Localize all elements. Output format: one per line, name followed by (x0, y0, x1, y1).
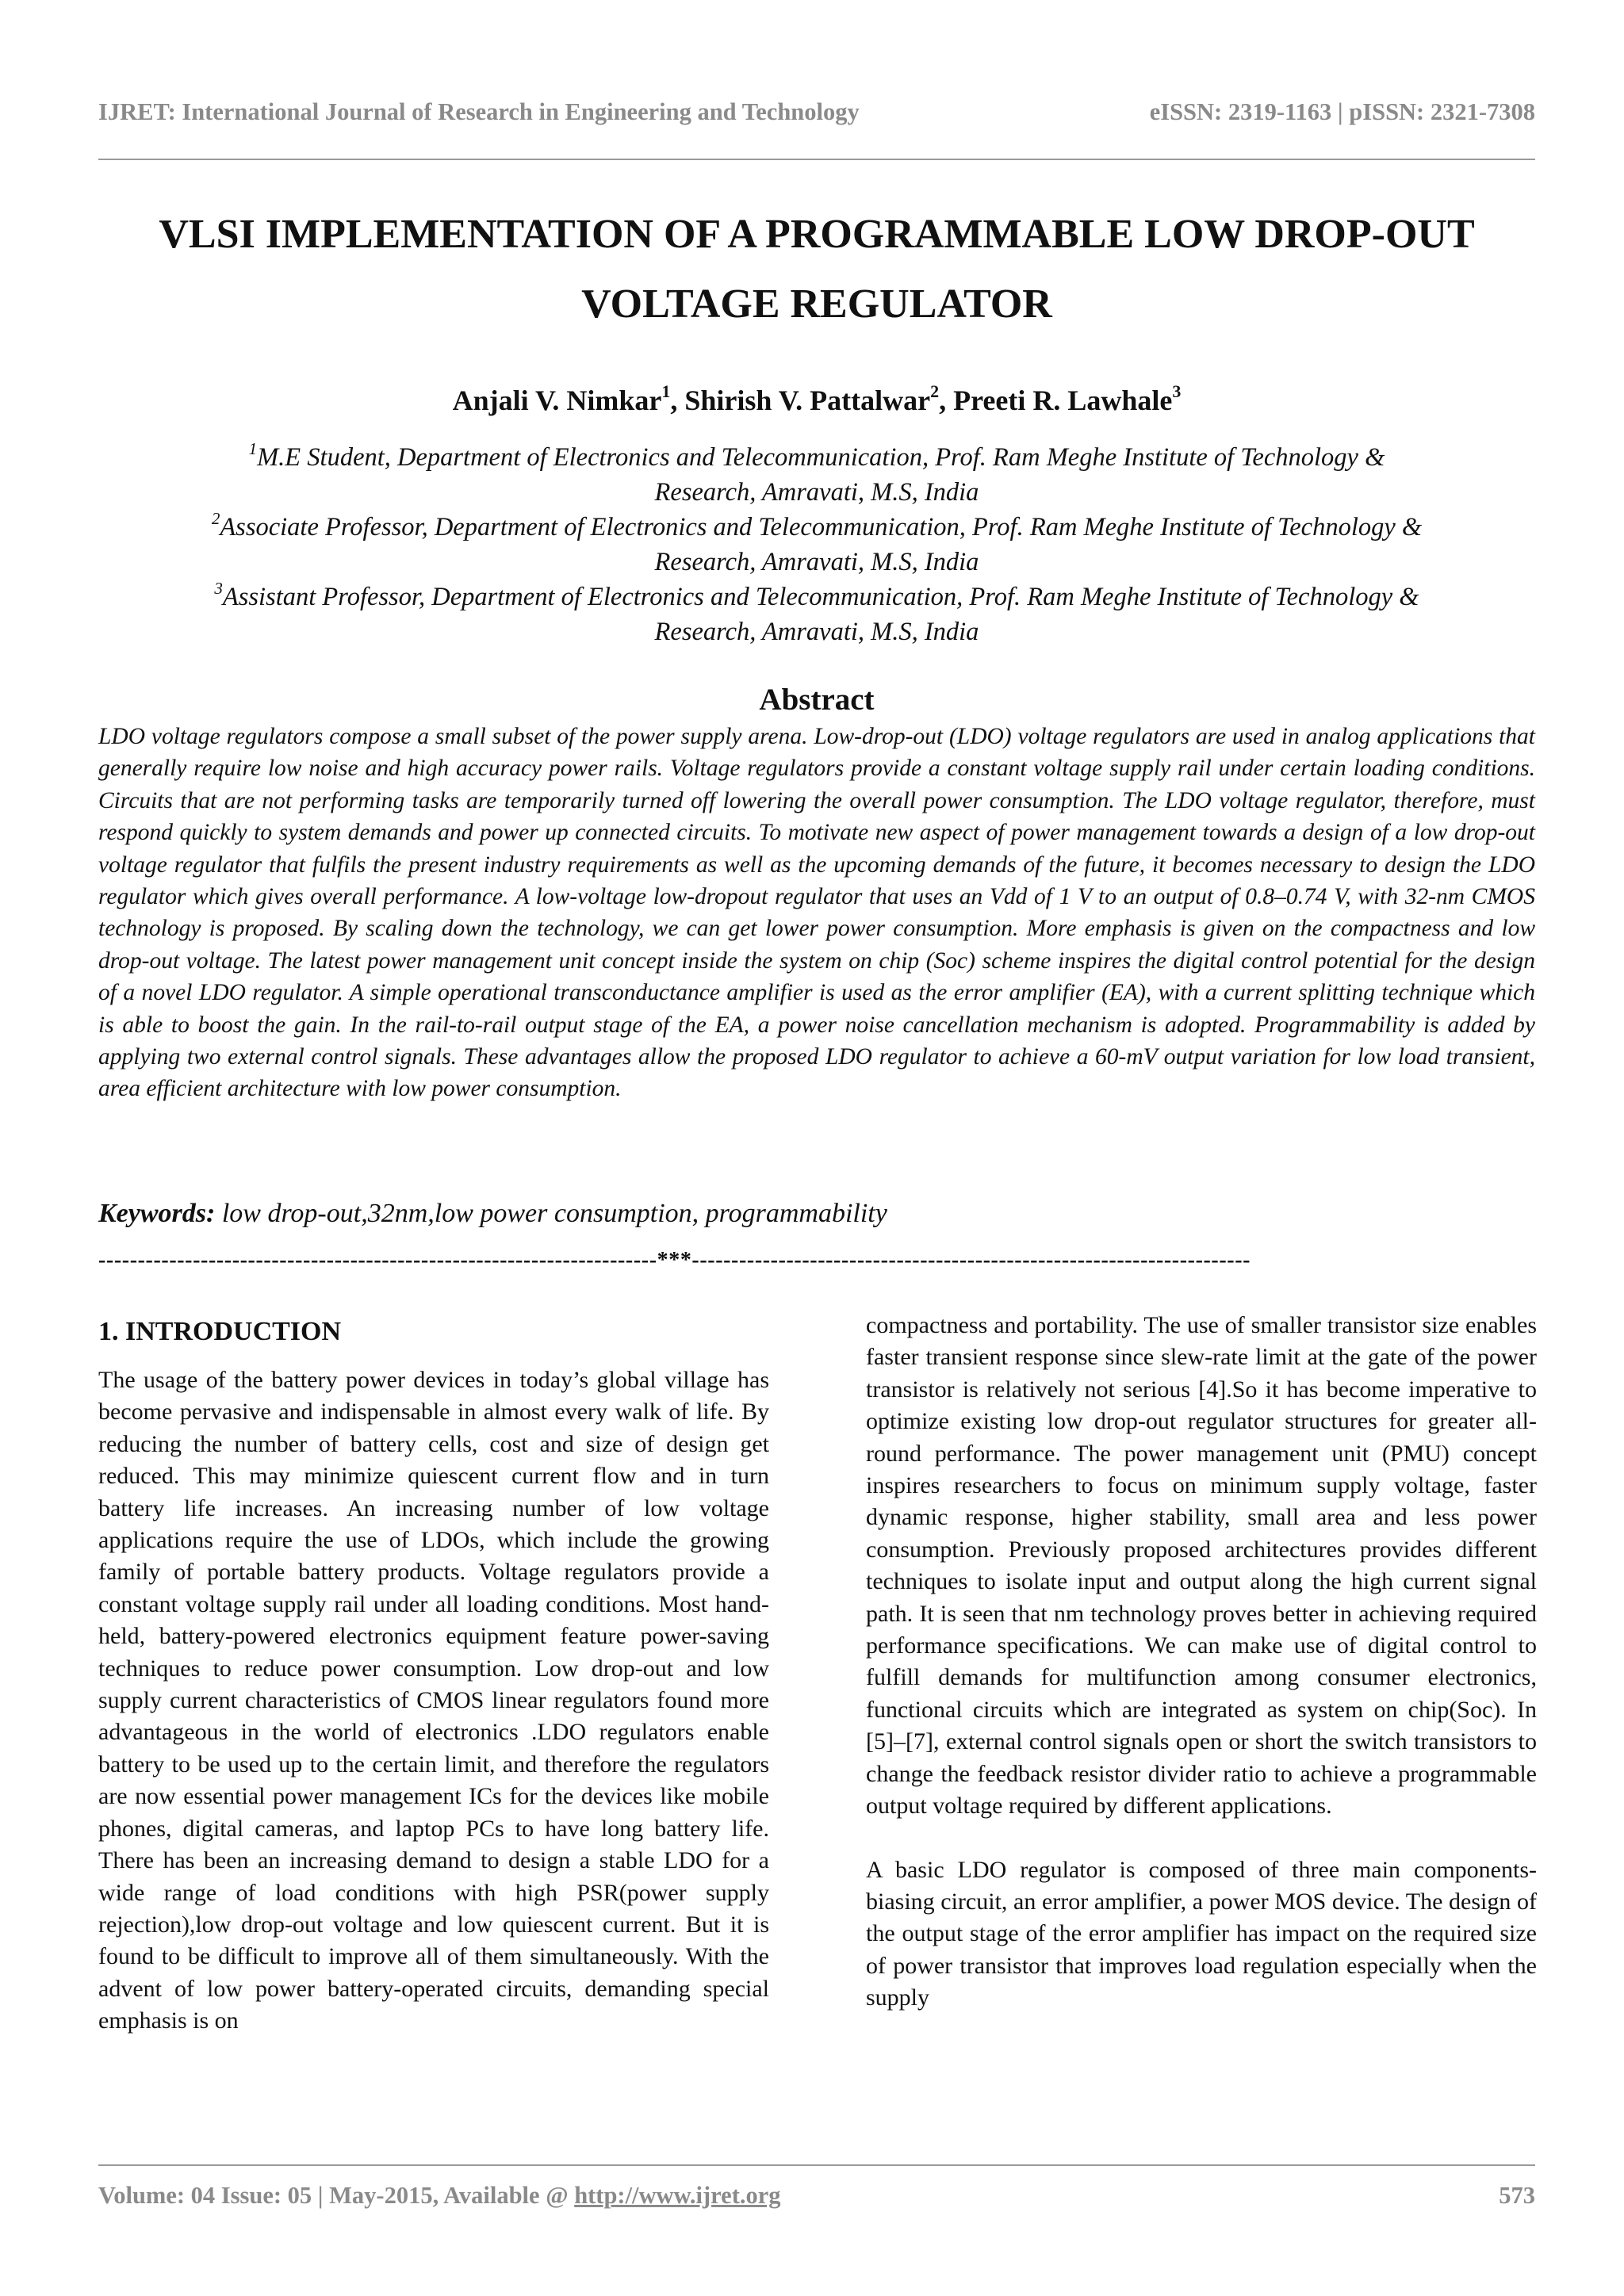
body-paragraph: compactness and portability. The use of smaller transistor size enables faster transient response since slew-rate limit at the gate of the power transistor is relatively not serious [4].So it has become imperative to optimize existing low drop-out regulator structures for greater all-round performance. The power management unit (PMU) concept inspires researchers to focus on minimum supply voltage, faster dynamic response, higher stability, small area and less power consumption. Previously proposed architectures provides different techniques to isolate input and output along the high current signal path. It is seen that nm technology proves better in achieving required performance specifications. We can make use of digital control to fulfill demands for multifunction among consumer electronics, functional circuits which are integrated as system on chip(Soc). In [5]–[7], external control signals open or short the switch transistors to change the feedback resistor divider ratio to achieve a programmable output voltage required by different applications. (866, 1312, 1537, 1820)
section-separator: -----------------------------------------------------------------------***----------------------------------------------------------------------- (98, 1248, 1251, 1272)
author-name: Anjali V. Nimkar (452, 385, 662, 416)
author-separator: , (939, 385, 954, 416)
affiliation-line (98, 510, 1535, 545)
affiliation-mark: 1 (248, 439, 258, 458)
body-paragraph: The usage of the battery power devices in today’s global village has become pervasive and indispensable in almost every walk of life. By reducing the number of battery cells, cost and size of design get reduced. This may minimize quiescent current flow and in turn battery life increases. An increasing number of low voltage applications require the use of LDOs, which include the growing family of portable battery products. Voltage regulators provide a constant voltage supply rail under all loading conditions. Most hand-held, battery-powered electronics equipment feature power-saving techniques to reduce power consumption. Low drop-out and low supply current characteristics of CMOS linear regulators found more advantageous in the world of electronics .LDO regulators enable battery to be used up to the certain limit, and therefore the regulators are now essential power management ICs for the devices like mobile phones, digital cameras, and laptop PCs to have long battery life. There has been an increasing demand to design a stable LDO for a wide range of load conditions with high PSR(power supply rejection),low drop-out voltage and low quiescent current. But it is found to be difficult to improve all of them simultaneously. With the advent of low power battery-operated circuits, demanding special emphasis is on (98, 1367, 769, 2034)
affiliation-line (98, 580, 1535, 614)
journal-name: IJRET: International Journal of Research in Engineering and Technology (98, 98, 860, 125)
affiliation-line: Research, Amravati, M.S, India (654, 618, 979, 646)
author-mark: 2 (930, 381, 940, 401)
keywords (98, 1196, 1535, 1232)
footer-divider (98, 2164, 1535, 2166)
affiliations (98, 440, 1535, 649)
affiliation-text: Associate Professor, Department of Electronics and Telecommunication, Prof. Ram Meghe Institute of Technology & (220, 513, 1423, 541)
header-divider (98, 159, 1535, 160)
affiliation-line (98, 440, 1535, 475)
volume-text: Volume: 04 Issue: 05 | May-2015, Available @ (98, 2182, 575, 2209)
paper-title (98, 200, 1535, 339)
keywords-label: Keywords: (98, 1199, 216, 1228)
author-list (98, 381, 1535, 420)
affiliation-line: Research, Amravati, M.S, India (654, 548, 979, 576)
volume-info (98, 2182, 781, 2210)
affiliation-text: Assistant Professor, Department of Electronics and Telecommunication, Prof. Ram Meghe Institute of Technology & (222, 583, 1419, 611)
issn-info: eISSN: 2319-1163 | pISSN: 2321-7308 (1149, 98, 1535, 125)
title-line-2: VOLTAGE REGULATOR (581, 281, 1052, 327)
affiliation-line: Research, Amravati, M.S, India (654, 478, 979, 507)
abstract-text: LDO voltage regulators compose a small subset of the power supply arena. Low-drop-out (LDO) voltage regulators are used in analog applications that generally require low noise and high accuracy power rails. Voltage regulators provide a constant voltage supply rail under certain loading conditions. Circuits that are not performing tasks are temporarily turned off lowering the overall power consumption. The LDO voltage regulator, therefore, must respond quickly to system demands and power up connected circuits. To motivate new aspect of power management towards a design of a low drop-out voltage regulator that fulfils the present industry requirements as well as the upcoming demands of the future, it becomes necessary to design the LDO regulator which gives overall performance. A low-voltage low-dropout regulator that uses an Vdd of 1 V to an output of 0.8–0.74 V, with 32-nm CMOS technology is proposed. By scaling down the technology, we can get lower power consumption. More emphasis is given on the compactness and low drop-out voltage. The latest power management unit concept inside the system on chip (Soc) scheme inspires the digital control potential for the design of a novel LDO regulator. A simple operational transconductance amplifier is used as the error amplifier (EA), with a current splitting technique which is able to boost the gain. In the rail-to-rail output stage of the EA, a power noise cancellation mechanism is adopted. Programmability is added by applying two external control signals. These advantages allow the proposed LDO regulator to achieve a 60-mV output variation for low load transient, area efficient architecture with low power consumption. (98, 724, 1535, 1102)
author-separator: , (670, 385, 685, 416)
author-name: Preeti R. Lawhale (953, 385, 1173, 416)
keywords-text: low drop-out,32nm,low power consumption, programmability (215, 1199, 887, 1228)
body-paragraph: A basic LDO regulator is composed of three main components-biasing circuit, an error amplifier, a power MOS device. The design of the output stage of the error amplifier has impact on the required size of power transistor that improves load regulation especially when the supply (866, 1856, 1537, 2011)
left-column (98, 1312, 769, 2038)
page-number: 573 (1499, 2182, 1535, 2209)
abstract-heading: Abstract (759, 683, 875, 717)
affiliation-mark: 2 (211, 509, 220, 528)
author-name: Shirish V. Pattalwar (684, 385, 931, 416)
running-header (98, 98, 1535, 130)
affiliation-text: M.E Student, Department of Electronics and Telecommunication, Prof. Ram Meghe Institute of Technology & (257, 443, 1385, 472)
right-column (866, 1310, 1537, 2015)
running-footer (98, 2182, 1535, 2214)
affiliation-mark: 3 (214, 579, 223, 598)
section-heading: 1. INTRODUCTION (98, 1317, 342, 1346)
title-line-1: VLSI IMPLEMENTATION OF A PROGRAMMABLE LOW DROP-OUT (159, 212, 1475, 257)
journal-link[interactable]: http://www.ijret.org (574, 2182, 781, 2209)
author-mark: 3 (1172, 381, 1182, 401)
author-mark: 1 (661, 381, 671, 401)
